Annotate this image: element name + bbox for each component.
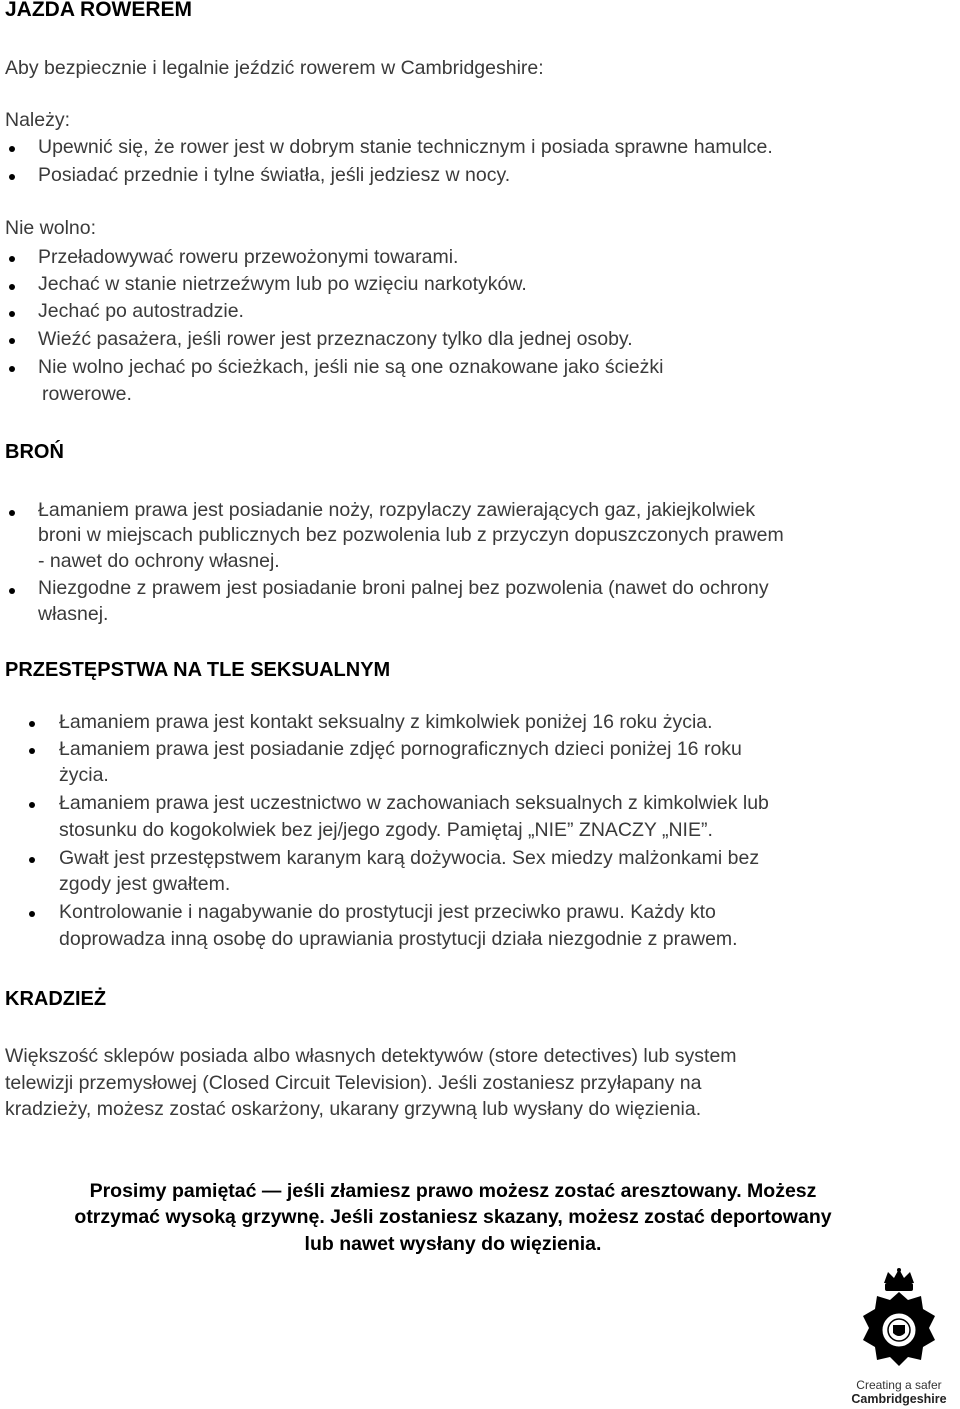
police-star-badge-icon [840,1268,958,1378]
sexual-heading: PRZESTĘPSTWA NA TLE SEKSUALNYM [5,659,391,681]
theft-line2: telewizji przemysłowej (Closed Circuit Television). Jeśli zostaniesz przyłapany na [5,1072,702,1094]
sexual-item-2-line2: życia. [59,764,109,786]
must-item-2: Posiadać przednie i tylne światła, jeśli jedziesz w nocy. [38,164,511,186]
bullet-icon [29,748,35,754]
logo-tagline1: Creating a safer [856,1378,942,1392]
sexual-item-4-line2: zgody jest gwałtem. [59,873,231,895]
theft-line3: kradzieży, możesz zostać oskarżony, ukarany grzywną lub wysłany do więzienia. [5,1098,702,1120]
police-logo [840,1268,958,1408]
weapons-item-2-line1: Niezgodne z prawem jest posiadanie broni palnej bez pozwolenia (nawet do ochrony [38,577,769,599]
bullet-icon [9,146,15,152]
bullet-icon [29,802,35,808]
bullet-icon [9,338,15,344]
sexual-item-3-line2: stosunku do kogokolwiek bez jej/jego zgody. Pamiętaj „NIE” ZNACZY „NIE”. [59,819,713,841]
bullet-icon [9,510,15,516]
sexual-item-2-line1: Łamaniem prawa jest posiadanie zdjęć pornograficznych dzieci poniżej 16 roku [59,738,742,760]
sexual-item-5-line1: Kontrolowanie i nagabywanie do prostytucji jest przeciwko prawu. Każdy kto [59,901,716,923]
sexual-item-1-line1: Łamaniem prawa jest kontakt seksualny z kimkolwiek poniżej 16 roku życia. [59,711,713,733]
weapons-item-1-line3: - nawet do ochrony własnej. [38,550,280,572]
logo-tagline2: Cambridgeshire [851,1392,947,1406]
cycling-heading: JAZDA ROWEREM [5,0,193,21]
bullet-icon [9,588,15,594]
bullet-icon [29,857,35,863]
mustnot-item-1: Przeładowywać roweru przewożonymi towarami. [38,246,459,268]
bullet-icon [9,366,15,372]
bullet-icon [29,911,35,917]
must-label: Należy: [5,109,71,131]
warning-line2: otrzymać wysoką grzywnę. Jeśli zostaniesz skazany, możesz zostać deportowany [74,1206,832,1228]
mustnot-item-5-line2: rowerowe. [42,383,132,405]
sexual-item-3-line1: Łamaniem prawa jest uczestnictwo w zachowaniach seksualnych z kimkolwiek lub [59,792,769,814]
bullet-icon [9,284,15,290]
weapons-heading: BROŃ [5,441,64,463]
mustnot-label: Nie wolno: [5,217,97,239]
bullet-icon [29,721,35,727]
theft-line1: Większość sklepów posiada albo własnych detektywów (store detectives) lub system [5,1045,737,1067]
bullet-icon [9,256,15,262]
theft-heading: KRADZIEŻ [5,988,107,1010]
mustnot-item-4: Wieźć pasażera, jeśli rower jest przeznaczony tylko dla jednej osoby. [38,328,633,350]
cycling-intro: Aby bezpiecznie i legalnie jeździć rowerem w Cambridgeshire: [5,57,544,79]
weapons-item-2-line2: własnej. [38,603,109,625]
bullet-icon [9,174,15,180]
mustnot-item-3: Jechać po autostradzie. [38,300,244,322]
weapons-item-1-line2: broni w miejscach publicznych bez pozwolenia lub z przyczyn dopuszczonych prawem [38,524,784,546]
sexual-item-5-line2: doprowadza inną osobę do uprawiania prostytucji działa niezgodnie z prawem. [59,928,738,950]
weapons-item-1-line1: Łamaniem prawa jest posiadanie noży, rozpylaczy zawierających gaz, jakiejkolwiek [38,499,756,521]
warning-line3: lub nawet wysłany do więzienia. [304,1233,602,1255]
bullet-icon [9,311,15,317]
must-item-1: Upewnić się, że rower jest w dobrym stanie technicznym i posiada sprawne hamulce. [38,136,773,158]
mustnot-item-2: Jechać w stanie nietrzeźwym lub po wzięciu narkotyków. [38,273,527,295]
sexual-item-4-line1: Gwałt jest przestępstwem karanym karą dożywocia. Sex miedzy malżonkami bez [59,847,760,869]
mustnot-item-5-line1: Nie wolno jechać po ścieżkach, jeśli nie są one oznakowane jako ścieżki [38,356,664,378]
warning-line1: Prosimy pamiętać — jeśli złamiesz prawo możesz zostać aresztowany. Możesz [89,1180,817,1202]
